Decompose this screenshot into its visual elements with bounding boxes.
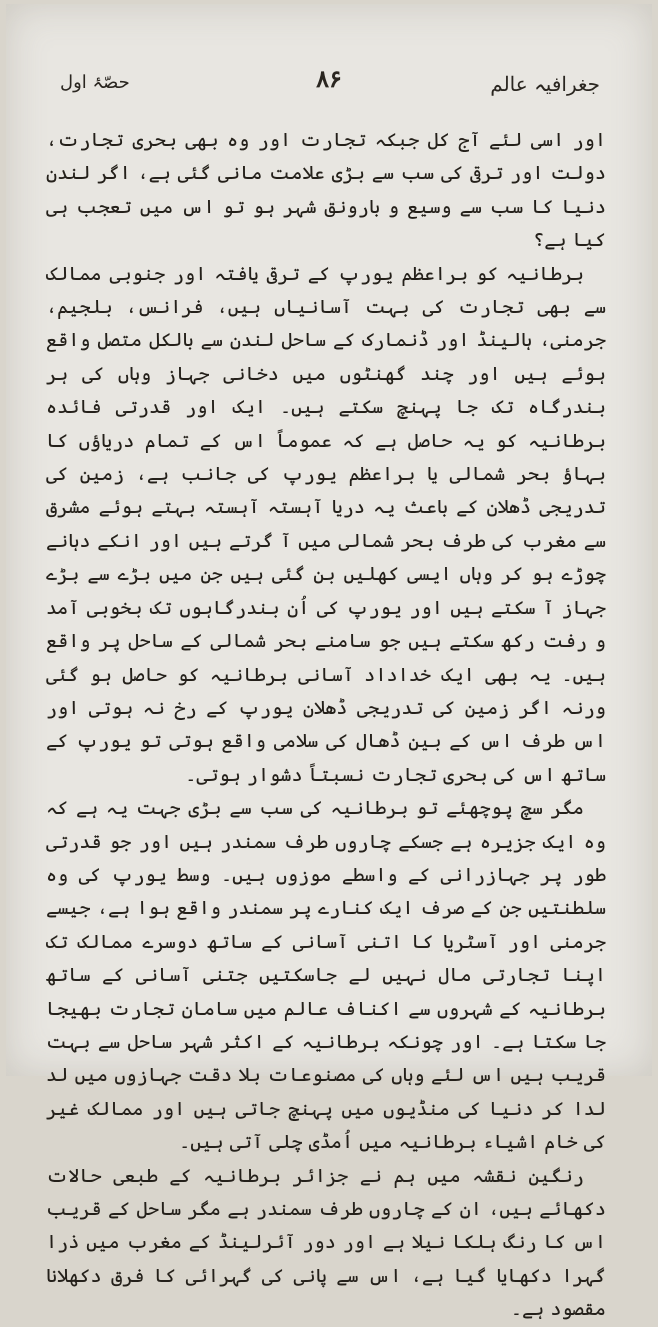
book-title: جغرافیہ عالم	[490, 72, 600, 96]
paragraph: مگر سچ پوچھئے تو برطانیہ کی سب سے بڑی جہت یہ ہے کہ وہ ایک جزیرہ ہے جسکے چاروں طرف سمندر ہیں اور جو قدرتی طور پر جہازرانی کے واسطے موزوں ہیں۔ وسط یورپ کی وہ سلطنتیں جن کے صرف ایک کنارے پر سمندر واقع ہوا ہے، جیسے جرمنی اور آسٹریا کا اتنی آسانی کے ساتھ دوسرے ممالک تک اپنا تجارتی مال نہیں لے جاسکتیں جتنی آسانی کے ساتھ برطانیہ کے شہروں سے اکناف عالم میں سامان تجارت بھیجا جا سکتا ہے۔ اور چونکہ برطانیہ کے اکثر شہر ساحل سے بہت قریب ہیں اس لئے وہاں کی مصنوعات بلا دقت جہازوں میں لد لدا کر دنیا کی منڈیوں میں پہنچ جاتی ہیں اور ممالک غیر کی خام اشیاء برطانیہ میں اُمڈی چلی آتی ہیں۔	[46, 797, 606, 1154]
page-number: ۸۶	[316, 64, 342, 93]
paragraph: رنگین نقشہ میں ہم نے جزائر برطانیہ کے طبعی حالات دکھائے ہیں، ان کے چاروں طرف سمندر ہے مگر ساحل کے قریب اس کا رنگ ہلکا نیلا ہے اور دور آئرلینڈ کے مغرب میں ذرا گہرا دکھایا گیا ہے، اس سے پانی کی گہرائی کا فرق دکھلانا مقصود ہے۔	[46, 1164, 606, 1321]
part-label: حصّۂ اول	[60, 72, 130, 93]
book-page	[6, 4, 652, 1321]
page-body	[46, 124, 606, 1327]
paragraph: اور اسی لئے آج کل جبکہ تجارت اور وہ بھی بحری تجارت، دولت اور ترقی کی سب سے بڑی علامت مانی گئی ہے، اگر لندن دنیا کا سب سے وسیع و بارونق شہر ہو تو اس میں تعجب ہی کیا ہے؟	[46, 129, 606, 252]
paragraph: برطانیہ کو براعظم یورپ کے ترقی یافتہ اور جنوبی ممالک سے بھی تجارت کی بہت آسانیاں ہیں، فرانس، بلجیم، جرمنی، ہالینڈ اور ڈنمارک کے ساحل لندن سے بالکل متصل واقع ہوئے ہیں اور چند گھنٹوں میں دخانی جہاز وہاں کی ہر بندرگاہ تک جا پہنچ سکتے ہیں۔ ایک اور قدرتی فائدہ برطانیہ کو یہ حاصل ہے کہ عموماً اس کے تمام دریاؤں کا بہاؤ بحر شمالی یا براعظم یورپ کی جانب ہے، زمین کی تدریجی ڈھلان کے باعث یہ دریا آہستہ آہستہ بہتے ہوئے مشرق سے مغرب کی طرف بحر شمالی میں آ گرتے ہیں اور انکے دہانے چوڑے ہو کر وہاں ایسی کھلیں بن گئی ہیں جن میں بڑے سے بڑے جہاز آ سکتے ہیں اور یورپ کی اُن بندرگاہوں تک بخوبی آمد و رفت رکھ سکتے ہیں جو سامنے بحر شمالی کے ساحل پر واقع ہیں۔ یہ بھی ایک خداداد آسانی برطانیہ کو حاصل ہو گئی ورنہ اگر زمین کی تدریجی ڈھلان یورپ کے رخ نہ ہوتی اور اس طرف اس کے بین ڈھال کی سلامی واقع ہوتی تو یورپ کے ساتھ اس کی بحری تجارت نسبتاً دشوار ہوتی۔	[46, 262, 606, 786]
